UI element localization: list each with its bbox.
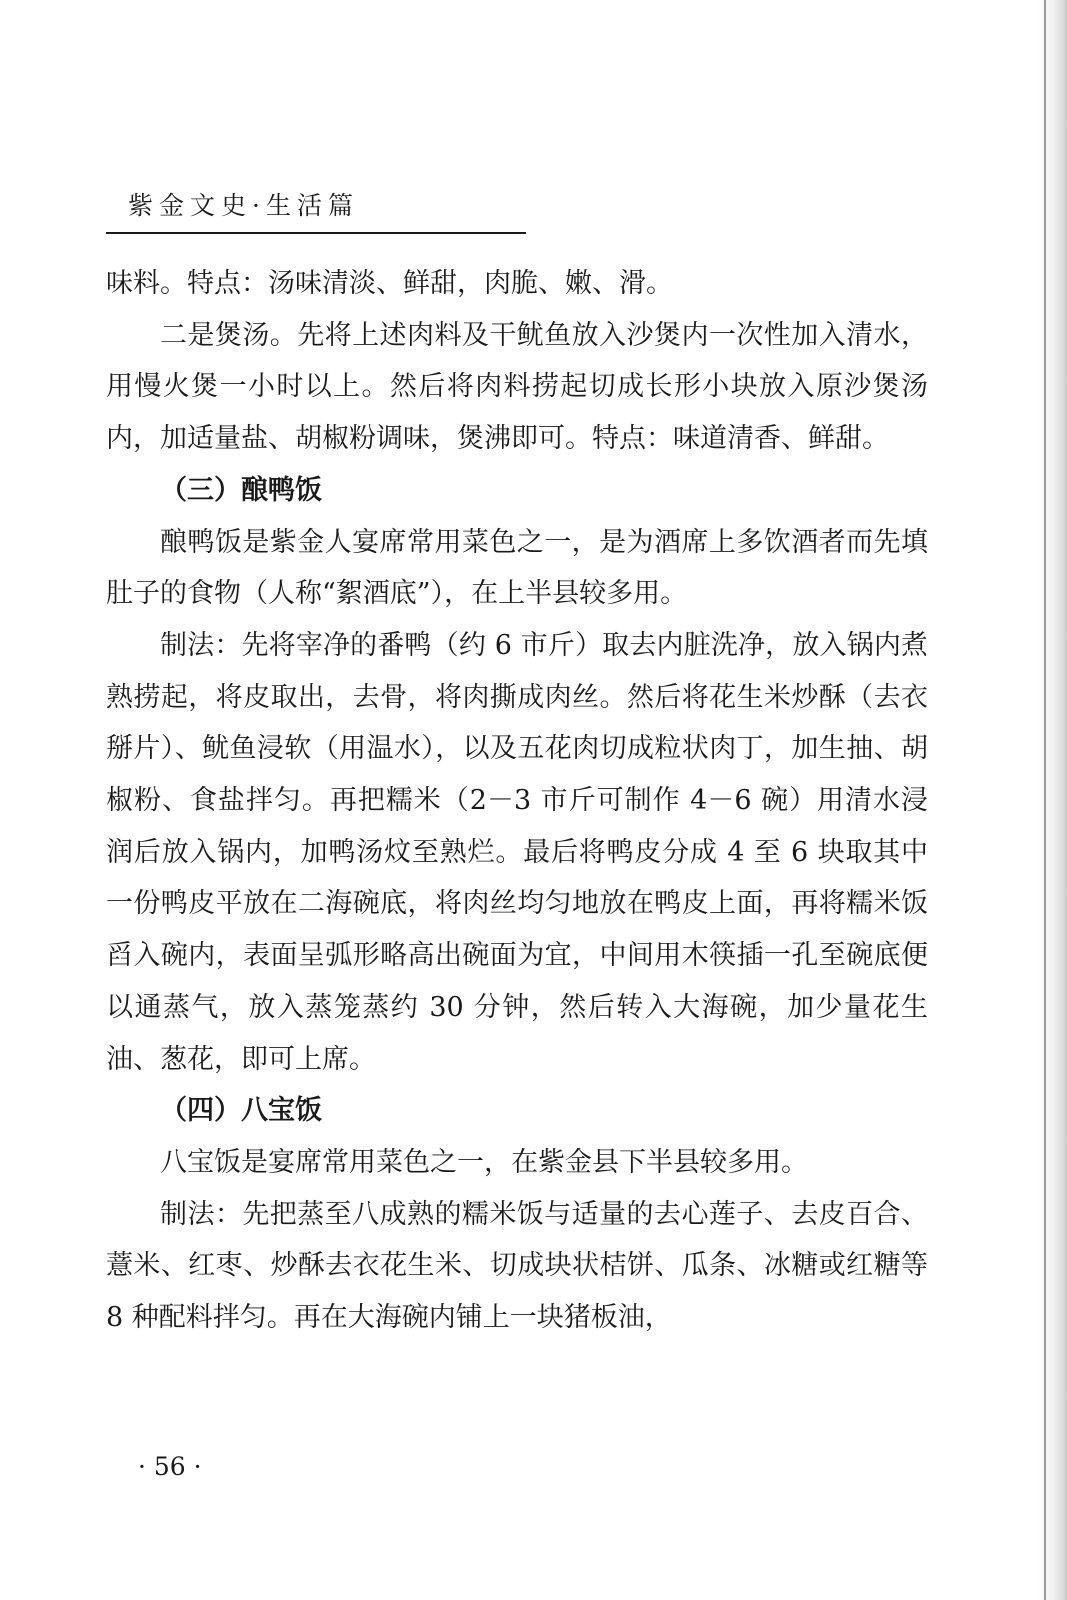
- section-heading-stuffed-duck-rice: （三）酿鸭饭: [160, 474, 322, 506]
- body-text: [106, 258, 928, 1344]
- paragraph-eight-treasure-rice-intro: 八宝饭是宴席常用菜色之一，在紫金县下半县较多用。: [160, 1146, 808, 1178]
- page-number: · 56 ·: [138, 1452, 202, 1481]
- paragraph-stuffed-duck-rice-intro: 酿鸭饭是紫金人宴席常用菜色之一，是为酒席上多饮酒者而先填肚子的食物（人称“絮酒底”），在上半县较多用。: [106, 526, 928, 610]
- scan-edge: [1037, 0, 1067, 1600]
- paragraph-stuffed-duck-rice-method: 制法：先将宰净的番鸭（约 6 市斤）取去内脏洗净，放入锅内煮熟捞起，将皮取出，去骨，将肉撕成肉丝。然后将花生米炒酥（去衣掰片）、鱿鱼浸软（用温水），以及五花肉切成粒状肉丁，加生抽、胡椒粉、食盐拌匀。再把糯米（2－3 市斤可制作 4－6 碗）用清水浸润后放入锅内，加鸭汤炆至熟烂。最后将鸭皮分成 4 至 6 块取其中一份鸭皮平放在二海碗底，将肉丝均匀地放在鸭皮上面，再将糯米饭舀入碗内，表面呈弧形略高出碗面为宜，中间用木筷插一孔至碗底便以通蒸气，放入蒸笼蒸约 30 分钟，然后转入大海碗，加少量花生油、葱花，即可上席。: [106, 629, 928, 1075]
- paragraph-stew-soup: 二是煲汤。先将上述肉料及干鱿鱼放入沙煲内一次性加入清水，用慢火煲一小时以上。然后将肉料捞起切成长形小块放入原沙煲汤内，加适量盐、胡椒粉调味，煲沸即可。特点：味道清香、鲜甜。: [106, 319, 928, 455]
- running-header: 紫金文史·生活篇: [128, 191, 359, 220]
- paragraph-eight-treasure-rice-method: 制法：先把蒸至八成熟的糯米饭与适量的去心莲子、去皮百合、薏米、红枣、炒酥去衣花生米、切成块状桔饼、瓜条、冰糖或红糖等 8 种配料拌匀。再在大海碗内铺上一块猪板油，: [106, 1198, 928, 1334]
- scan-edge-line: [1044, 0, 1046, 1600]
- section-heading-eight-treasure-rice: （四）八宝饭: [160, 1095, 322, 1127]
- header-rule: [106, 232, 526, 234]
- paragraph-continued: 味料。特点：汤味清淡、鲜甜，肉脆、嫩、滑。: [106, 268, 673, 299]
